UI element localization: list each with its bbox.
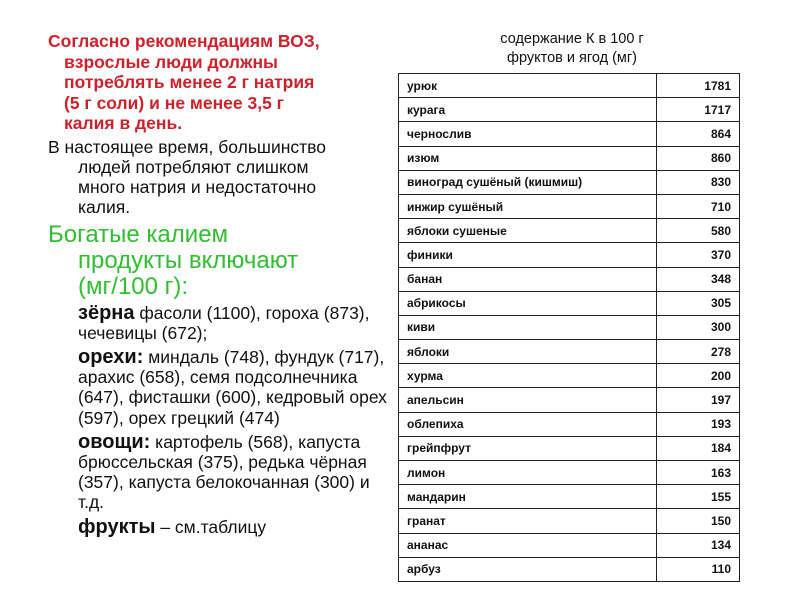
table-row <box>399 412 740 436</box>
group-head: зёрна <box>78 301 135 324</box>
fruit-name: виноград сушёный (кишмиш) <box>399 170 657 194</box>
potassium-value: 580 <box>657 219 740 243</box>
table-row <box>399 74 740 98</box>
fruit-name: урюк <box>399 74 657 98</box>
fruit-name: гранат <box>399 509 657 533</box>
table-row <box>399 461 740 485</box>
table-title <box>452 30 692 68</box>
group-head: фрукты <box>78 515 156 538</box>
who-recommendation <box>48 31 388 134</box>
table-title-line-1: содержание К в 100 г <box>500 31 644 47</box>
potassium-rich-heading <box>48 222 388 300</box>
group-head: овощи: <box>78 430 151 453</box>
potassium-value: 134 <box>657 533 740 557</box>
left-column <box>48 31 388 541</box>
fruit-name: яблоки <box>399 340 657 364</box>
fruit-name: киви <box>399 315 657 339</box>
potassium-value: 184 <box>657 436 740 460</box>
fruit-name: лимон <box>399 461 657 485</box>
fruit-name: арбуз <box>399 557 657 581</box>
fruit-name: абрикосы <box>399 291 657 315</box>
who-line-2: взрослые люди должны <box>64 51 278 72</box>
potassium-table <box>398 73 740 582</box>
potassium-value: 278 <box>657 340 740 364</box>
potassium-value: 193 <box>657 412 740 436</box>
table-row <box>399 509 740 533</box>
who-line-5: калия в день. <box>64 113 183 133</box>
fruit-name: апельсин <box>399 388 657 412</box>
table-row <box>399 243 740 267</box>
potassium-value: 200 <box>657 364 740 388</box>
fruit-name: инжир сушёный <box>399 194 657 218</box>
food-group-nuts <box>78 347 388 428</box>
table-row <box>399 267 740 291</box>
who-line-4: (5 г соли) и не менее 3,5 г <box>64 92 284 113</box>
table-row <box>399 315 740 339</box>
food-group-fruits <box>78 517 388 537</box>
potassium-value: 370 <box>657 243 740 267</box>
rich-line-3: (мг/100 г): <box>78 272 189 300</box>
current-consumption-text <box>48 137 388 217</box>
table-row <box>399 122 740 146</box>
potassium-value: 150 <box>657 509 740 533</box>
fruit-name: грейпфрут <box>399 436 657 460</box>
potassium-value: 197 <box>657 388 740 412</box>
table-row <box>399 364 740 388</box>
potassium-value: 305 <box>657 291 740 315</box>
potassium-value: 1781 <box>657 74 740 98</box>
table-title-line-2: фруктов и ягод (мг) <box>507 50 637 66</box>
potassium-value: 830 <box>657 170 740 194</box>
table-row <box>399 146 740 170</box>
food-groups <box>48 303 388 537</box>
table-row <box>399 194 740 218</box>
table-row <box>399 170 740 194</box>
table-row <box>399 98 740 122</box>
fruit-name: чернослив <box>399 122 657 146</box>
who-line-1: Согласно рекомендациям ВОЗ, <box>48 31 320 51</box>
fruit-name: курага <box>399 98 657 122</box>
table-row <box>399 533 740 557</box>
fruit-name: финики <box>399 243 657 267</box>
potassium-value: 348 <box>657 267 740 291</box>
current-line-4: калия. <box>78 196 131 217</box>
potassium-value: 163 <box>657 461 740 485</box>
fruit-name: яблоки сушеные <box>399 219 657 243</box>
fruit-name: мандарин <box>399 485 657 509</box>
table-row <box>399 388 740 412</box>
who-line-3: потреблять менее 2 г натрия <box>64 72 315 92</box>
food-group-grains <box>78 303 388 343</box>
fruit-name: ананас <box>399 533 657 557</box>
potassium-value: 864 <box>657 122 740 146</box>
food-group-vegetables <box>78 432 388 513</box>
potassium-value: 300 <box>657 315 740 339</box>
group-text: фасоли (1100), гороха (873), чечевицы (672); <box>78 302 370 343</box>
fruit-name: банан <box>399 267 657 291</box>
potassium-value: 710 <box>657 194 740 218</box>
table-row <box>399 557 740 581</box>
table-row <box>399 485 740 509</box>
rich-line-2: продукты включают <box>78 246 299 274</box>
potassium-value: 110 <box>657 557 740 581</box>
fruit-name: хурма <box>399 364 657 388</box>
fruit-name: облепиха <box>399 412 657 436</box>
current-line-1: В настоящее время, большинство <box>48 136 327 157</box>
rich-line-1: Богатые калием <box>48 220 229 248</box>
table-row <box>399 340 740 364</box>
potassium-value: 860 <box>657 146 740 170</box>
fruit-name: изюм <box>399 146 657 170</box>
group-text: картофель (568), капуста брюссельская (375), редька чёрная (357), капуста белокочанная (300) и т.д. <box>78 431 370 513</box>
table-row <box>399 436 740 460</box>
group-head: орехи: <box>78 345 144 368</box>
current-line-2: людей потребляют слишком <box>78 156 309 177</box>
potassium-value: 1717 <box>657 98 740 122</box>
table-row <box>399 291 740 315</box>
current-line-3: много натрия и недостаточно <box>78 176 317 197</box>
group-text: – см.таблицу <box>155 516 267 537</box>
table-row <box>399 219 740 243</box>
group-text: миндаль (748), фундук (717), арахис (658), семя подсолнечника (647), фисташки (600), кедровый орех (597), орех грецкий (474) <box>78 346 387 428</box>
potassium-value: 155 <box>657 485 740 509</box>
